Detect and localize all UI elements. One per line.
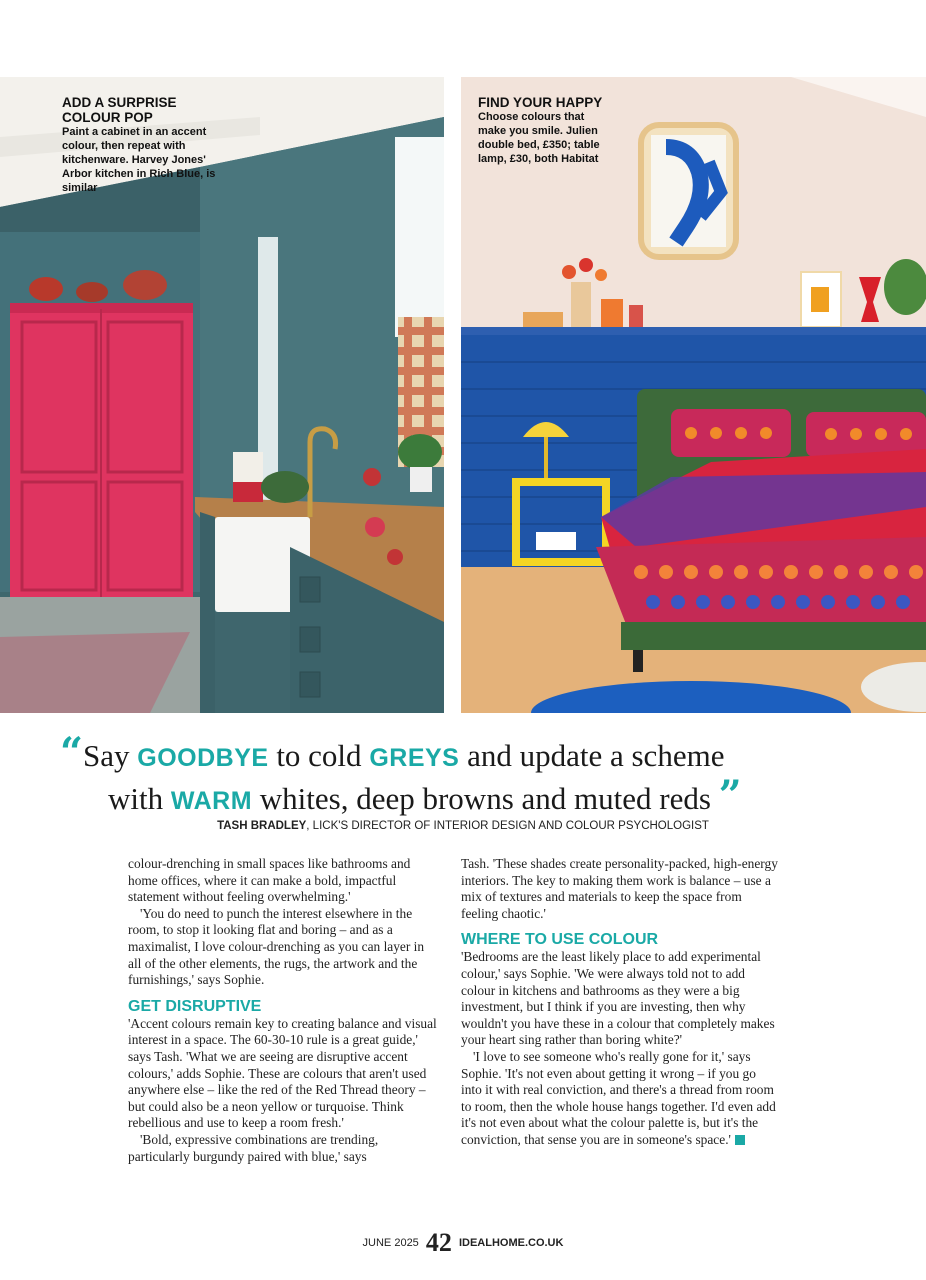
page-footer (0, 1228, 926, 1258)
attribution-role: , LICK'S DIRECTOR OF INTERIOR DESIGN AND COLOUR PSYCHOLOGIST (306, 820, 709, 832)
quote-text-5: whites, deep browns and muted reds (252, 781, 719, 816)
attribution-name: TASH BRADLEY (217, 820, 307, 832)
quote-line-2 (60, 772, 870, 820)
pull-quote (60, 729, 870, 820)
paragraph-last (461, 1049, 779, 1149)
quote-text-1: Say (83, 738, 138, 773)
article-column-left (128, 856, 440, 1165)
open-quote-mark: “ (60, 729, 84, 776)
paragraph: 'Bold, expressive combinations are trending, particularly burgundy paired with blue,' says (128, 1131, 379, 1164)
paragraph: 'Bedrooms are the least likely place to add experimental colour,' says Sophie. 'We were always told not to add colour in kitchens and bathrooms as they were a big investment, but I think if you are investing, then why wouldn't you have these in a colour that completely makes your heart sing rather than boring white?' (461, 949, 775, 1048)
quote-text-4: with (108, 781, 171, 816)
footer-date: JUNE 2025 (362, 1237, 419, 1249)
bedroom-photo (461, 77, 926, 713)
quote-highlight-greys: GREYS (369, 744, 460, 772)
paragraph: Tash. 'These shades create personality-packed, high-energy interiors. The key to making them work is balance – use a mix of textures and materials to keep the space from feeling chaotic.' (461, 856, 778, 921)
paragraph-text: 'I love to see someone who's really gone for it,' says Sophie. 'It's not even about getting it wrong – if you go into it with real conviction, and there's a thread from room to room, then the whole house hangs together. I'd even add it's not even about what the colour palette is, but it's the conviction, that sense you are in someone's space.' (461, 1048, 776, 1147)
paragraph: 'Accent colours remain key to creating balance and visual interest in a space. The 60-30-10 rule is a great guide,' says Tash. 'What we are seeing are disruptive accent colours,' adds Sophie. These are colours that aren't used anywhere else – like the red of the Red Thread theory – but could also be a neon yellow or turquoise. Think rebellious and use to keep a room fresh.' (128, 1015, 437, 1131)
quote-highlight-goodbye: GOODBYE (137, 744, 269, 772)
caption-kitchen (62, 95, 222, 195)
caption-bedroom-body: Choose colours that make you smile. Julien double bed, £350; table lamp, £30, both Habitat (478, 111, 600, 165)
end-mark-icon (735, 1135, 745, 1145)
section-heading-where-to-use-colour: WHERE TO USE COLOUR (461, 931, 659, 949)
footer-site: IDEALHOME.CO.UK (458, 1237, 564, 1249)
quote-attribution (0, 820, 926, 832)
quote-text-3: and update a scheme (459, 738, 725, 773)
bedroom-illustration (461, 77, 926, 713)
paragraph: 'You do need to punch the interest elsewhere in the room, to stop it looking flat and boring – and as a maximalist, I love colour-drenching as you can layer in all of the other elements, the rugs, the artwork and the furnishings,' says Sophie. (128, 905, 425, 988)
caption-kitchen-body: Paint a cabinet in an accent colour, then repeat with kitchenware. Harvey Jones' Arbor kitchen in Rich Blue, is similar (62, 126, 216, 194)
close-quote-mark: ” (718, 772, 742, 819)
page-number: 42 (425, 1228, 452, 1257)
section-heading-get-disruptive: GET DISRUPTIVE (128, 997, 262, 1015)
paragraph: colour-drenching in small spaces like bathrooms and home offices, where it can make a bold, impactful statement without feeling overwhelming.' (128, 856, 411, 905)
caption-bedroom (478, 95, 608, 166)
caption-bedroom-title: FIND YOUR HAPPY (478, 95, 603, 110)
quote-text-2: to cold (268, 738, 370, 773)
quote-highlight-warm: WARM (170, 787, 253, 815)
caption-kitchen-title: ADD A SURPRISE COLOUR POP (62, 95, 177, 125)
article-column-right (461, 856, 779, 1149)
